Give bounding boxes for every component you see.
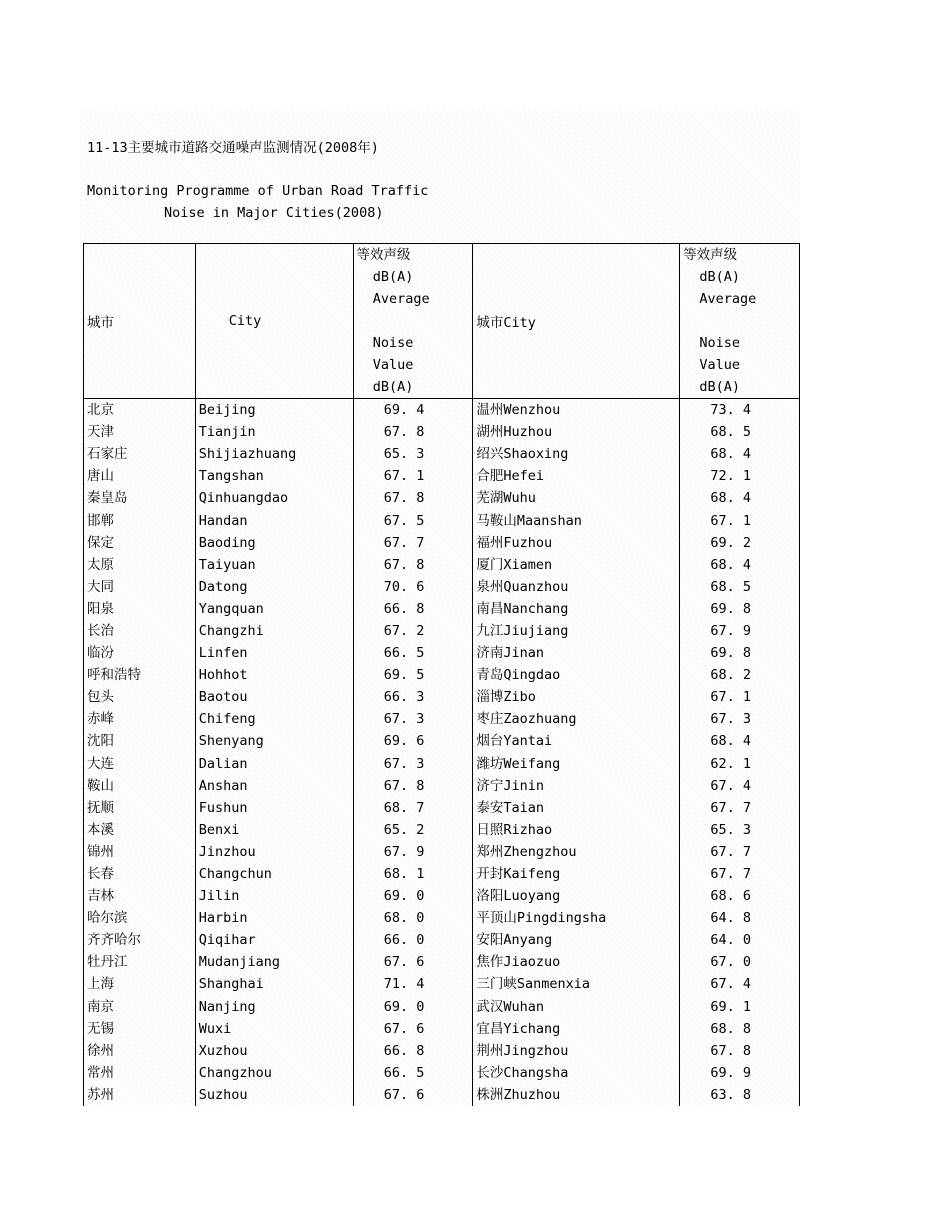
cell-city-en: Jinzhou <box>195 841 353 863</box>
cell-city-en: Xuzhou <box>195 1040 353 1062</box>
cell-noise-value-2: 69. 1 <box>680 996 800 1018</box>
cell-noise-value-2: 67. 4 <box>680 973 800 995</box>
table-row <box>84 973 800 995</box>
table-row <box>84 465 800 487</box>
cell-city-2: 日照Rizhao <box>473 819 680 841</box>
table-row <box>84 576 800 598</box>
cell-city-2: 宜昌Yichang <box>473 1018 680 1040</box>
cell-noise-value-2: 69. 9 <box>680 1062 800 1084</box>
cell-city-2: 合肥Hefei <box>473 465 680 487</box>
cell-noise-value-2: 67. 7 <box>680 841 800 863</box>
cell-noise-value-2: 68. 4 <box>680 730 800 752</box>
cell-city-2: 福州Fuzhou <box>473 532 680 554</box>
table-row <box>84 885 800 907</box>
cell-noise-value-2: 67. 4 <box>680 775 800 797</box>
table-row <box>84 686 800 708</box>
cell-city-en: Qinhuangdao <box>195 487 353 509</box>
table-row <box>84 664 800 686</box>
cell-noise-value-2: 65. 3 <box>680 819 800 841</box>
table-row <box>84 929 800 951</box>
cell-noise-value-2: 67. 1 <box>680 686 800 708</box>
table-row <box>84 819 800 841</box>
cell-city-2: 湖州Huzhou <box>473 421 680 443</box>
cell-city-cn: 常州 <box>84 1062 196 1084</box>
cell-city-cn: 大连 <box>84 753 196 775</box>
english-subtitle <box>87 180 428 224</box>
cell-noise-value-2: 64. 0 <box>680 929 800 951</box>
cell-city-en: Shanghai <box>195 973 353 995</box>
cell-city-en: Tangshan <box>195 465 353 487</box>
cell-city-2: 淄博Zibo <box>473 686 680 708</box>
cell-noise-value: 67. 9 <box>353 841 473 863</box>
cell-city-en: Harbin <box>195 907 353 929</box>
cell-noise-value: 65. 3 <box>353 443 473 465</box>
cell-city-2: 九江Jiujiang <box>473 620 680 642</box>
cell-city-en: Handan <box>195 509 353 531</box>
cell-city-cn: 北京 <box>84 399 196 422</box>
cell-city-2: 济南Jinan <box>473 642 680 664</box>
cell-noise-value: 69. 5 <box>353 664 473 686</box>
cell-noise-value: 68. 0 <box>353 907 473 929</box>
cell-city-en: Benxi <box>195 819 353 841</box>
cell-noise-value: 66. 8 <box>353 1040 473 1062</box>
cell-city-cn: 呼和浩特 <box>84 664 196 686</box>
cell-noise-value-2: 68. 5 <box>680 421 800 443</box>
cell-city-2: 焦作Jiaozuo <box>473 951 680 973</box>
header-city-cn: 城市 <box>84 244 196 399</box>
cell-city-cn: 鞍山 <box>84 775 196 797</box>
cell-noise-value-2: 68. 4 <box>680 443 800 465</box>
cell-city-2: 芜湖Wuhu <box>473 487 680 509</box>
table-row <box>84 399 800 422</box>
cell-noise-value: 69. 4 <box>353 399 473 422</box>
table-row <box>84 1018 800 1040</box>
table-row <box>84 753 800 775</box>
cell-city-2: 潍坊Weifang <box>473 753 680 775</box>
cell-city-2: 株洲Zhuzhou <box>473 1084 680 1106</box>
cell-city-cn: 唐山 <box>84 465 196 487</box>
cell-city-en: Dalian <box>195 753 353 775</box>
cell-city-cn: 抚顺 <box>84 797 196 819</box>
cell-noise-value-2: 67. 3 <box>680 708 800 730</box>
cell-city-en: Changchun <box>195 863 353 885</box>
cell-city-cn: 临汾 <box>84 642 196 664</box>
table-row <box>84 708 800 730</box>
cell-noise-value-2: 68. 2 <box>680 664 800 686</box>
cell-city-en: Yangquan <box>195 598 353 620</box>
table-row <box>84 509 800 531</box>
cell-city-cn: 阳泉 <box>84 598 196 620</box>
cell-city-2: 马鞍山Maanshan <box>473 509 680 531</box>
table-row <box>84 620 800 642</box>
cell-city-cn: 南京 <box>84 996 196 1018</box>
cell-city-2: 武汉Wuhan <box>473 996 680 1018</box>
cell-city-en: Changzhi <box>195 620 353 642</box>
page-title: 11-13主要城市道路交通噪声监测情况(2008年) <box>87 140 379 156</box>
cell-city-cn: 保定 <box>84 532 196 554</box>
cell-city-en: Suzhou <box>195 1084 353 1106</box>
cell-city-cn: 包头 <box>84 686 196 708</box>
header-noise-value-2: 等效声级 dB(A) Average Noise Value dB(A) <box>680 244 800 399</box>
cell-noise-value: 67. 3 <box>353 753 473 775</box>
cell-city-cn: 大同 <box>84 576 196 598</box>
table-row <box>84 443 800 465</box>
table-row <box>84 1062 800 1084</box>
cell-city-2: 平顶山Pingdingsha <box>473 907 680 929</box>
cell-city-cn: 长治 <box>84 620 196 642</box>
cell-noise-value: 70. 6 <box>353 576 473 598</box>
header-city-en: City <box>195 244 353 399</box>
cell-noise-value: 67. 6 <box>353 1084 473 1106</box>
cell-city-2: 郑州Zhengzhou <box>473 841 680 863</box>
cell-city-en: Taiyuan <box>195 554 353 576</box>
cell-city-en: Tianjin <box>195 421 353 443</box>
cell-city-en: Jilin <box>195 885 353 907</box>
cell-city-cn: 秦皇岛 <box>84 487 196 509</box>
noise-table <box>83 243 800 1106</box>
cell-city-2: 洛阳Luoyang <box>473 885 680 907</box>
cell-noise-value: 67. 8 <box>353 421 473 443</box>
cell-city-cn: 无锡 <box>84 1018 196 1040</box>
cell-noise-value: 69. 0 <box>353 885 473 907</box>
table-row <box>84 730 800 752</box>
cell-noise-value-2: 69. 8 <box>680 598 800 620</box>
cell-noise-value: 68. 1 <box>353 863 473 885</box>
cell-noise-value-2: 69. 2 <box>680 532 800 554</box>
table-row <box>84 775 800 797</box>
cell-noise-value: 67. 8 <box>353 554 473 576</box>
cell-city-cn: 赤峰 <box>84 708 196 730</box>
cell-city-2: 青岛Qingdao <box>473 664 680 686</box>
cell-city-en: Baoding <box>195 532 353 554</box>
cell-noise-value-2: 67. 7 <box>680 863 800 885</box>
cell-city-en: Chifeng <box>195 708 353 730</box>
cell-noise-value: 67. 8 <box>353 775 473 797</box>
cell-noise-value: 69. 6 <box>353 730 473 752</box>
cell-city-2: 枣庄Zaozhuang <box>473 708 680 730</box>
table-row <box>84 797 800 819</box>
cell-noise-value: 66. 3 <box>353 686 473 708</box>
cell-city-cn: 牡丹江 <box>84 951 196 973</box>
table-row <box>84 907 800 929</box>
cell-city-en: Fushun <box>195 797 353 819</box>
table-row <box>84 841 800 863</box>
cell-noise-value-2: 67. 8 <box>680 1040 800 1062</box>
cell-city-2: 厦门Xiamen <box>473 554 680 576</box>
cell-city-cn: 本溪 <box>84 819 196 841</box>
cell-city-cn: 石家庄 <box>84 443 196 465</box>
cell-city-cn: 太原 <box>84 554 196 576</box>
cell-city-cn: 邯郸 <box>84 509 196 531</box>
cell-city-cn: 沈阳 <box>84 730 196 752</box>
cell-city-en: Changzhou <box>195 1062 353 1084</box>
cell-noise-value-2: 67. 7 <box>680 797 800 819</box>
cell-noise-value-2: 68. 6 <box>680 885 800 907</box>
cell-city-2: 泉州Quanzhou <box>473 576 680 598</box>
cell-city-2: 绍兴Shaoxing <box>473 443 680 465</box>
table-header-row <box>84 244 800 399</box>
table-row <box>84 598 800 620</box>
cell-city-2: 南昌Nanchang <box>473 598 680 620</box>
cell-city-en: Shenyang <box>195 730 353 752</box>
cell-noise-value-2: 63. 8 <box>680 1084 800 1106</box>
cell-noise-value-2: 62. 1 <box>680 753 800 775</box>
cell-noise-value: 67. 3 <box>353 708 473 730</box>
table-row <box>84 996 800 1018</box>
cell-noise-value-2: 67. 0 <box>680 951 800 973</box>
cell-city-en: Anshan <box>195 775 353 797</box>
cell-city-2: 荆州Jingzhou <box>473 1040 680 1062</box>
cell-noise-value-2: 69. 8 <box>680 642 800 664</box>
cell-noise-value-2: 73. 4 <box>680 399 800 422</box>
cell-noise-value-2: 68. 4 <box>680 554 800 576</box>
cell-noise-value-2: 67. 9 <box>680 620 800 642</box>
cell-city-en: Nanjing <box>195 996 353 1018</box>
cell-noise-value: 66. 0 <box>353 929 473 951</box>
cell-noise-value-2: 64. 8 <box>680 907 800 929</box>
table-row <box>84 1084 800 1106</box>
cell-city-2: 长沙Changsha <box>473 1062 680 1084</box>
table-row <box>84 1040 800 1062</box>
table-row <box>84 951 800 973</box>
table-row <box>84 554 800 576</box>
cell-city-2: 安阳Anyang <box>473 929 680 951</box>
cell-noise-value: 68. 7 <box>353 797 473 819</box>
cell-city-2: 烟台Yantai <box>473 730 680 752</box>
header-noise-value: 等效声级 dB(A) Average Noise Value dB(A) <box>353 244 473 399</box>
cell-city-en: Datong <box>195 576 353 598</box>
table-row <box>84 863 800 885</box>
cell-noise-value: 69. 0 <box>353 996 473 1018</box>
cell-noise-value-2: 72. 1 <box>680 465 800 487</box>
cell-noise-value: 67. 1 <box>353 465 473 487</box>
cell-noise-value: 66. 8 <box>353 598 473 620</box>
cell-city-cn: 哈尔滨 <box>84 907 196 929</box>
cell-city-cn: 吉林 <box>84 885 196 907</box>
spreadsheet-area <box>80 110 800 1105</box>
cell-noise-value: 71. 4 <box>353 973 473 995</box>
cell-city-cn: 上海 <box>84 973 196 995</box>
cell-city-2: 济宁Jinin <box>473 775 680 797</box>
cell-city-cn: 徐州 <box>84 1040 196 1062</box>
subtitle-line-1: Monitoring Programme of Urban Road Traffic <box>87 183 429 199</box>
table-row <box>84 487 800 509</box>
table-body <box>84 399 800 1107</box>
cell-city-en: Beijing <box>195 399 353 422</box>
cell-noise-value-2: 68. 8 <box>680 1018 800 1040</box>
cell-noise-value-2: 68. 5 <box>680 576 800 598</box>
cell-city-en: Baotou <box>195 686 353 708</box>
cell-city-en: Shijiazhuang <box>195 443 353 465</box>
table-row <box>84 421 800 443</box>
cell-city-2: 三门峡Sanmenxia <box>473 973 680 995</box>
cell-noise-value-2: 67. 1 <box>680 509 800 531</box>
cell-city-cn: 长春 <box>84 863 196 885</box>
cell-noise-value: 67. 8 <box>353 487 473 509</box>
cell-noise-value: 67. 6 <box>353 951 473 973</box>
cell-noise-value: 67. 7 <box>353 532 473 554</box>
table-row <box>84 532 800 554</box>
cell-city-en: Wuxi <box>195 1018 353 1040</box>
cell-city-en: Mudanjiang <box>195 951 353 973</box>
cell-city-2: 开封Kaifeng <box>473 863 680 885</box>
cell-city-cn: 锦州 <box>84 841 196 863</box>
cell-city-2: 泰安Taian <box>473 797 680 819</box>
cell-city-en: Qiqihar <box>195 929 353 951</box>
cell-city-cn: 齐齐哈尔 <box>84 929 196 951</box>
cell-city-2: 温州Wenzhou <box>473 399 680 422</box>
cell-noise-value: 65. 2 <box>353 819 473 841</box>
cell-city-cn: 苏州 <box>84 1084 196 1106</box>
cell-city-cn: 天津 <box>84 421 196 443</box>
cell-noise-value: 67. 5 <box>353 509 473 531</box>
table-row <box>84 642 800 664</box>
subtitle-line-2: Noise in Major Cities(2008) <box>164 205 384 221</box>
cell-noise-value: 66. 5 <box>353 642 473 664</box>
cell-noise-value: 66. 5 <box>353 1062 473 1084</box>
cell-city-en: Linfen <box>195 642 353 664</box>
cell-noise-value: 67. 2 <box>353 620 473 642</box>
cell-city-en: Hohhot <box>195 664 353 686</box>
header-city-2: 城市City <box>473 244 680 399</box>
cell-noise-value: 67. 6 <box>353 1018 473 1040</box>
cell-noise-value-2: 68. 4 <box>680 487 800 509</box>
